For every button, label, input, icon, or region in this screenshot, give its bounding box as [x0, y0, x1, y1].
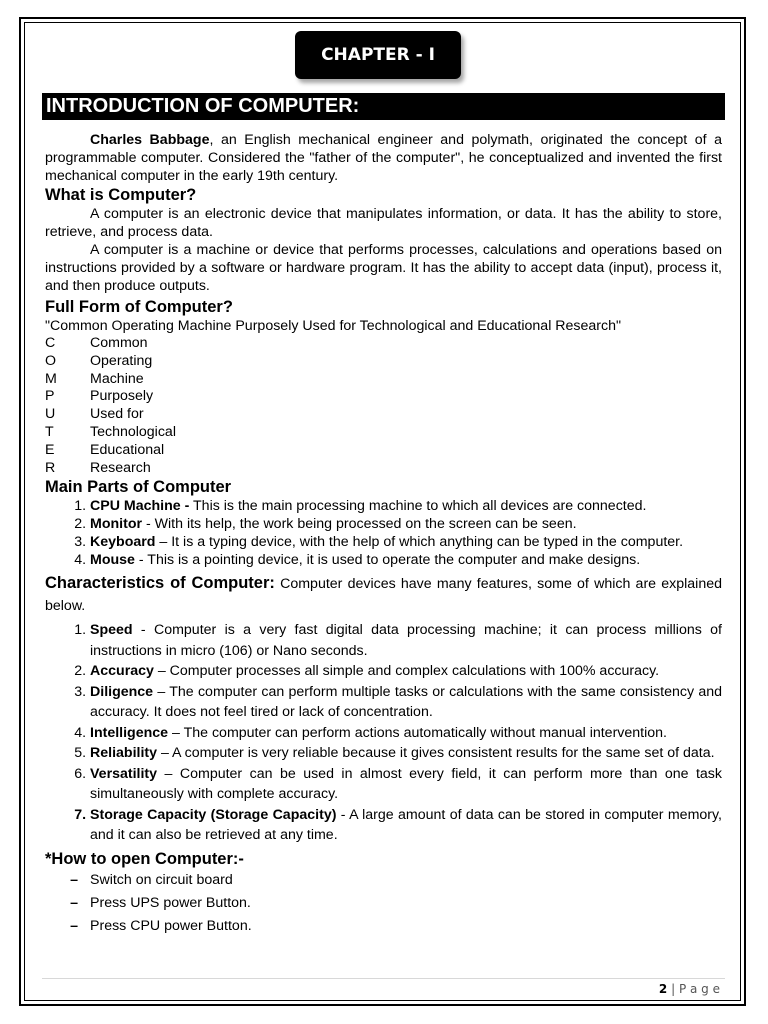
item-term: Versatility [90, 765, 158, 782]
page-label: P a g e [678, 982, 720, 996]
intro-name: Charles Babbage [90, 132, 210, 148]
footer-divider [42, 978, 725, 979]
page-footer [659, 982, 720, 996]
item-term: Monitor [90, 516, 143, 533]
item-term: Reliability [90, 745, 158, 762]
main-parts-heading: Main Parts of Computer [45, 478, 232, 497]
what-is-heading: What is Computer? [45, 186, 197, 204]
section-title: INTRODUCTION OF COMPUTER: [42, 93, 725, 120]
acronym-letter: O [45, 352, 57, 369]
footer-separator: | [667, 982, 679, 996]
page-content [45, 131, 722, 938]
item-text: – It is a typing device, with the help of which anything can be typed in the computer. [155, 534, 684, 551]
what-is-paragraph-2: A computer is a machine or device that performs processes, calculations and operations based on instructions provided by a software or hardware program. It has the ability to accept data (input), process it, and then produce outputs. [45, 242, 722, 294]
list-item [45, 869, 722, 892]
acronym-word: Technological [90, 423, 176, 440]
acronym-word: Used for [90, 406, 144, 423]
list-item [90, 682, 722, 723]
item-term: Intelligence [90, 724, 169, 741]
acronym-letter: E [45, 441, 55, 458]
list-item [45, 915, 722, 938]
acronym-word: Common [90, 335, 148, 351]
how-to-open-heading: *How to open Computer:- [45, 849, 244, 868]
acronym-word: Research [90, 459, 151, 476]
list-item [90, 805, 722, 846]
list-item [90, 743, 722, 764]
acronym-row [45, 460, 722, 478]
item-text: – Computer can be used in almost every field, it can perform more than one task simultaneously with complete accuracy. [90, 765, 722, 803]
item-term: Keyboard [90, 534, 156, 551]
list-item [90, 533, 722, 551]
item-term: Speed [90, 622, 133, 639]
item-text: This is the main processing machine to which all devices are connected. [189, 498, 647, 515]
list-item [90, 551, 722, 569]
dash-bullet: – [70, 871, 78, 888]
intro-text: , an English mechanical engineer and polymath, originated the concept of a programmable computer. Considered the "father of the computer", he conceptualized and invented the first mechanical computer in the early 19th century. [45, 132, 722, 184]
item-term: Storage Capacity (Storage Capacity) [90, 806, 337, 823]
item-term: Diligence [90, 683, 154, 700]
item-text: – The computer can perform actions automatically without manual intervention. [168, 724, 667, 741]
acronym-word: Purposely [90, 388, 154, 405]
item-text: – Computer processes all simple and complex calculations with 100% accuracy. [153, 663, 660, 680]
step-text: Switch on circuit board [90, 871, 233, 888]
step-text: Press CPU power Button. [90, 917, 252, 934]
acronym-row [45, 406, 722, 424]
how-to-open-steps [45, 869, 722, 938]
list-item [90, 497, 722, 515]
item-term: Accuracy [90, 663, 154, 680]
acronym-word: Educational [90, 441, 165, 458]
item-term: Mouse [90, 552, 135, 569]
characteristics-list [45, 620, 722, 846]
item-text: – The computer can perform multiple tasks or calculations with the same consistency and accuracy. It does not feel tired or lack of concentration. [90, 683, 722, 721]
step-text: Press UPS power Button. [90, 894, 251, 911]
list-item [90, 515, 722, 533]
acronym-row [45, 442, 722, 460]
acronym-row [45, 353, 722, 371]
item-text: - A large amount of data can be stored in computer memory, and it can also be retrieved at any time. [90, 806, 722, 844]
acronym-word: Operating [90, 352, 153, 369]
acronym-row [45, 371, 722, 389]
list-item [90, 661, 722, 682]
list-item [45, 892, 722, 915]
item-term: CPU Machine - [90, 498, 190, 515]
dash-bullet: – [70, 894, 78, 911]
acronym-row [45, 424, 722, 442]
item-text: – A computer is very reliable because it gives consistent results for the same set of data. [157, 745, 715, 762]
item-text: - With its help, the work being processed on the screen can be seen. [142, 516, 577, 533]
characteristics-heading: Characteristics of Computer: [45, 574, 275, 593]
list-item [90, 620, 722, 661]
page-number: 2 [658, 982, 668, 996]
acronym-letter: R [45, 459, 56, 476]
full-form-quote: "Common Operating Machine Purposely Used for Technological and Educational Research" [45, 318, 622, 334]
chapter-label: CHAPTER - I [295, 31, 461, 79]
acronym-letter: T [45, 423, 54, 440]
item-text: - This is a pointing device, it is used to operate the computer and make designs. [134, 552, 641, 569]
characteristics-intro [45, 572, 722, 617]
acronym-row [45, 335, 722, 353]
what-is-paragraph-1: A computer is an electronic device that manipulates information, or data. It has the ability to store, retrieve, and process data. [45, 206, 722, 240]
full-form-heading: Full Form of Computer? [45, 298, 233, 316]
item-text: - Computer is a very fast digital data processing machine; it can process millions of instructions in micro (106) or Nano seconds. [90, 622, 722, 659]
list-item [90, 764, 722, 805]
acronym-letter: U [45, 406, 56, 423]
characteristics-intro-text: Computer devices have many features, some of which are explained below. [45, 576, 722, 615]
intro-paragraph [45, 131, 722, 185]
acronym-letter: C [45, 335, 56, 351]
acronym-word: Machine [90, 370, 144, 387]
acronym-list [45, 335, 722, 477]
list-item [90, 723, 722, 744]
main-parts-list [45, 497, 722, 569]
dash-bullet: – [70, 917, 78, 934]
acronym-letter: P [45, 388, 55, 405]
acronym-row [45, 388, 722, 406]
acronym-letter: M [45, 370, 57, 387]
